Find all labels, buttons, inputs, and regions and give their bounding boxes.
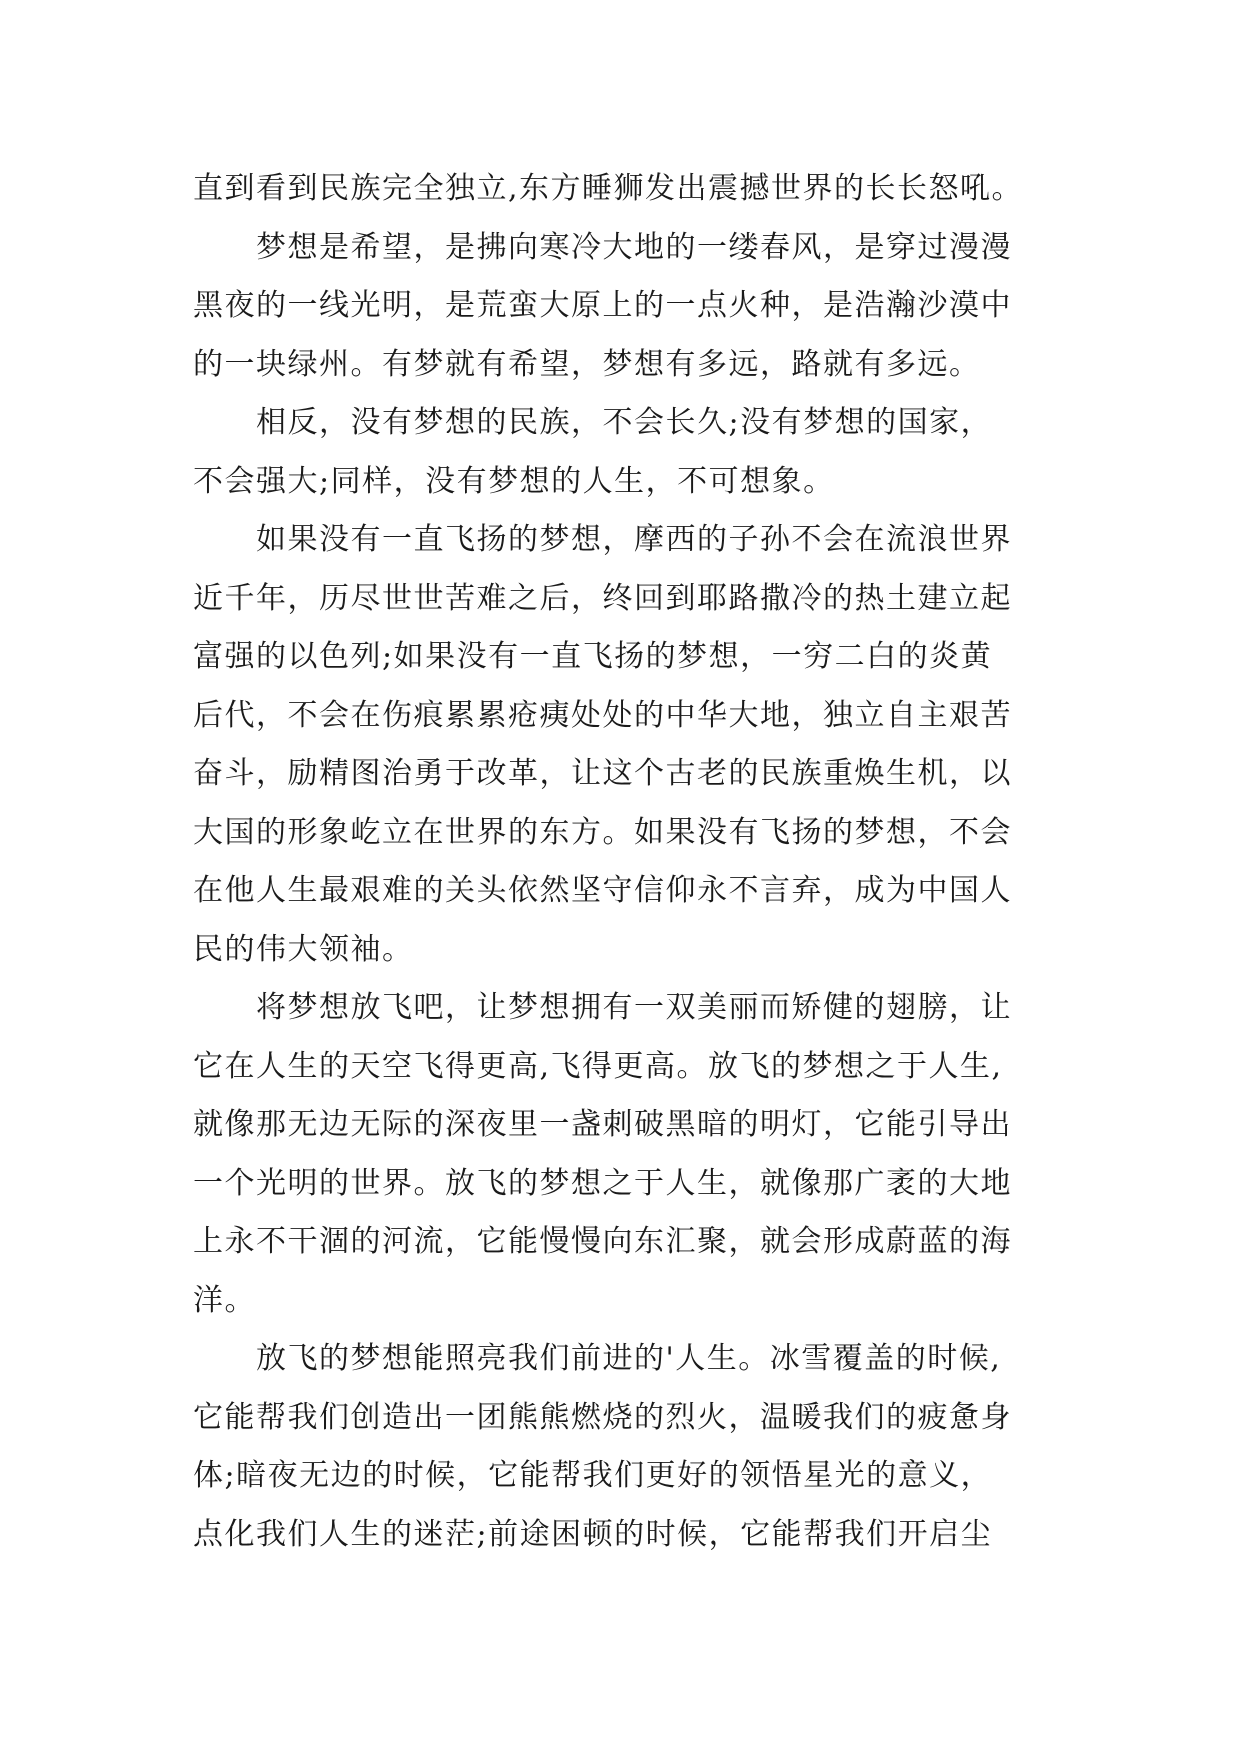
text-line: 点化我们人生的迷茫;前途困顿的时候，它能帮我们开启尘 xyxy=(193,1516,993,1552)
paragraph xyxy=(193,1330,1093,1564)
text-line: 洋。 xyxy=(193,1282,256,1318)
text-line: 富强的以色列;如果没有一直飞扬的梦想，一穷二白的炎黄 xyxy=(193,639,993,674)
text-line: 在他人生最艰难的关头依然坚守信仰永不言弃，成为中国人 xyxy=(193,873,1012,908)
paragraph xyxy=(193,219,1093,395)
text-line: 如果没有一直飞扬的梦想，摩西的子孙不会在流浪世界 xyxy=(256,522,1012,557)
text-line: 相反，没有梦想的民族，不会长久;没有梦想的国家， xyxy=(256,405,993,440)
text-line: 它能帮我们创造出一团熊熊燃烧的烈火，温暖我们的疲惫身 xyxy=(193,1399,1012,1435)
text-line: 奋斗，励精图治勇于改革，让这个古老的民族重焕生机，以 xyxy=(193,756,1012,791)
paragraph xyxy=(193,160,1093,219)
text-line: 就像那无边无际的深夜里一盏刺破黑暗的明灯，它能引导出 xyxy=(193,1107,1012,1142)
text-line: 直到看到民族完全独立,东方睡狮发出震撼世界的长长怒吼。 xyxy=(193,171,1024,206)
text-line: 体;暗夜无边的时候，它能帮我们更好的领悟星光的意义， xyxy=(193,1458,993,1493)
text-line: 后代，不会在伤痕累累疮痍处处的中华大地，独立自主艰苦 xyxy=(193,697,1012,733)
text-line: 它在人生的天空飞得更高,飞得更高。放飞的梦想之于人生, xyxy=(193,1048,1003,1084)
text-line: 大国的形象屹立在世界的东方。如果没有飞扬的梦想，不会 xyxy=(193,814,1012,850)
paragraph xyxy=(193,979,1093,1330)
text-line: 放飞的梦想能照亮我们前进的'人生。冰雪覆盖的时候, xyxy=(256,1341,1002,1376)
paragraph xyxy=(193,394,1093,511)
text-line: 将梦想放飞吧，让梦想拥有一双美丽而矫健的翅膀，让 xyxy=(256,990,1012,1025)
document-body xyxy=(193,160,1093,1564)
text-line: 不会强大;同样，没有梦想的人生，不可想象。 xyxy=(193,463,835,499)
text-line: 民的伟大领袖。 xyxy=(193,931,414,967)
text-line: 一个光明的世界。放飞的梦想之于人生，就像那广袤的大地 xyxy=(193,1165,1012,1201)
text-line: 近千年，历尽世世苦难之后，终回到耶路撒冷的热土建立起 xyxy=(193,580,1012,616)
text-line: 梦想是希望，是拂向寒冷大地的一缕春风，是穿过漫漫 xyxy=(256,229,1012,265)
text-line: 黑夜的一线光明，是荒蛮大原上的一点火种，是浩瀚沙漠中 xyxy=(193,288,1012,323)
text-line: 的一块绿州。有梦就有希望，梦想有多远，路就有多远。 xyxy=(193,346,981,382)
paragraph xyxy=(193,511,1093,979)
text-line: 上永不干涸的河流，它能慢慢向东汇聚，就会形成蔚蓝的海 xyxy=(193,1224,1012,1259)
